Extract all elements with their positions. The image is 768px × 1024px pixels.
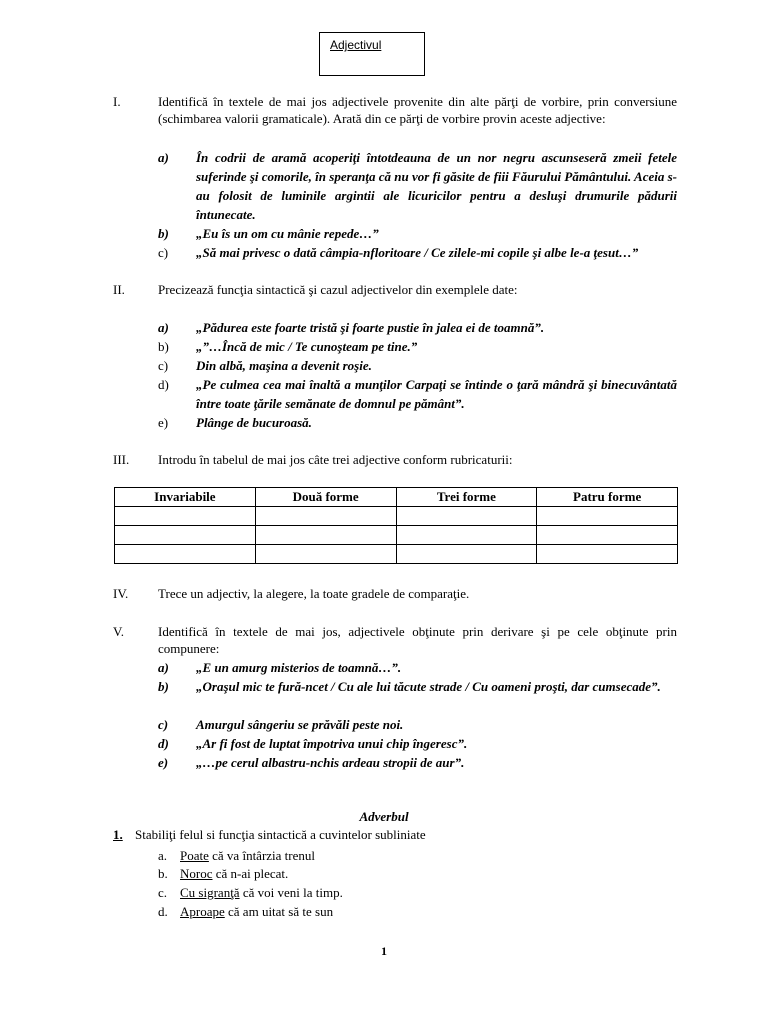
list-item (180, 903, 333, 921)
table-cell (537, 526, 678, 545)
page-title: Adjectivul (330, 38, 382, 52)
title-box (319, 32, 425, 76)
item-label: a) (158, 320, 169, 335)
item-label: c) (158, 245, 169, 260)
section-number: I. (113, 94, 121, 109)
table-header: Patru forme (537, 488, 678, 507)
list-item (180, 884, 343, 902)
table-cell (115, 545, 256, 564)
section-title: Adverbul (359, 809, 409, 824)
item-label: c. (158, 885, 168, 900)
exercise-item: În codrii de aramă acoperiţi întotdeauna de un nor negru ascunseseră zmeii fetele suferinde şi comorile, în speranţa că nu vor fi găsite de fiii Făurului Pământului. Aceia s-au folosit de luminile argintii ale licuricilor pentru a desluşi drumurile pădurii întunecate. (196, 150, 677, 222)
exercise-item: Amurgul sângeriu se prăvăli peste noi. (196, 717, 404, 732)
table-row (115, 507, 678, 526)
table-cell (396, 507, 537, 526)
exercise-item: „Oraşul mic te fură-ncet / Cu ale lui tăcute strade / Cu oameni proşti, dar cumsecade”. (196, 679, 661, 694)
exercise-item: „Să mai privesc o dată câmpia-nfloritoare / Ce zilele-mi copile şi albe le-a ţesut…” (196, 245, 639, 260)
item-rest: că voi veni la timp. (239, 885, 343, 900)
exercise-item: „Eu îs un om cu mânie repede…” (196, 226, 379, 241)
table-cell (537, 507, 678, 526)
item-label: a) (158, 150, 169, 165)
item-label: d. (158, 904, 168, 919)
table-cell (537, 545, 678, 564)
section-instruction: Introdu în tabelul de mai jos câte trei adjective conform rubricaturii: (158, 452, 513, 467)
exercise-number: 1. (113, 827, 123, 842)
section-instruction: Trece un adjectiv, la alegere, la toate gradele de comparaţie. (158, 586, 470, 601)
table-cell (396, 526, 537, 545)
table-cell (115, 507, 256, 526)
item-label: e) (158, 415, 169, 430)
exercise-item: Plânge de bucuroasă. (196, 415, 312, 430)
exercise-item: „Pădurea este foarte tristă şi foarte pustie în jalea ei de toamnă”. (196, 320, 545, 335)
underlined-word: Cu sigranţă (180, 885, 240, 900)
list-item (180, 847, 315, 865)
item-label: c) (158, 358, 169, 373)
section-number: II. (113, 282, 125, 297)
item-rest: că am uitat să te sun (224, 904, 334, 919)
table-header-row (115, 488, 678, 507)
exercise-item: „E un amurg misterios de toamnă…”. (196, 660, 402, 675)
table-cell (115, 526, 256, 545)
table-header: Două forme (255, 488, 396, 507)
item-label: d) (158, 377, 169, 392)
underlined-word: Noroc (180, 866, 213, 881)
item-label: c) (158, 717, 169, 732)
exercise-item: „Pe culmea cea mai înaltă a munţilor Carpaţi se întinde o ţară mândră şi binecuvântată între toate ţările semănate de domnul pe pământ”. (196, 377, 677, 411)
item-label: a) (158, 660, 169, 675)
item-label: b) (158, 679, 169, 694)
item-label: a. (158, 848, 168, 863)
list-item (180, 865, 288, 883)
item-rest: că n-ai plecat. (212, 866, 289, 881)
table-header: Invariabile (115, 488, 256, 507)
section-number: V. (113, 624, 124, 639)
section-instruction: Identifică în textele de mai jos adjectivele provenite din alte părţi de vorbire, prin conversiune (schimbarea valorii gramaticale). Arată din ce părţi de vorbire provin aceste adjective: (158, 94, 677, 126)
exercise-item: Din albă, maşina a devenit roşie. (196, 358, 372, 373)
section-instruction: Precizează funcţia sintactică şi cazul adjectivelor din exemplele date: (158, 282, 518, 297)
item-label: b) (158, 339, 169, 354)
underlined-word: Poate (180, 848, 209, 863)
exercise-instruction: Stabiliţi felul si funcţia sintactică a cuvintelor subliniate (135, 827, 426, 842)
exercise-item: „Ar fi fost de luptat împotriva unui chip îngeresc”. (196, 736, 468, 751)
section-instruction: Identifică în textele de mai jos, adjectivele obţinute prin derivare şi pe cele obţinute prin compunere: (158, 624, 677, 656)
item-label: b. (158, 866, 168, 881)
item-label: e) (158, 755, 169, 770)
section-number: III. (113, 452, 130, 467)
underlined-word: Aproape (180, 904, 225, 919)
item-label: b) (158, 226, 169, 241)
adjective-table (114, 487, 678, 564)
exercise-item: „”…Încă de mic / Te cunoşteam pe tine.” (196, 339, 418, 354)
item-rest: că va întârzia trenul (208, 848, 315, 863)
table-cell (396, 545, 537, 564)
table-cell (255, 507, 396, 526)
exercise-item: „…pe cerul albastru-nchis ardeau stropii de aur”. (196, 755, 465, 770)
table-cell (255, 526, 396, 545)
table-row (115, 526, 678, 545)
table-row (115, 545, 678, 564)
page-number: 1 (381, 944, 387, 958)
table-cell (255, 545, 396, 564)
table-header: Trei forme (396, 488, 537, 507)
section-number: IV. (113, 586, 129, 601)
item-label: d) (158, 736, 169, 751)
